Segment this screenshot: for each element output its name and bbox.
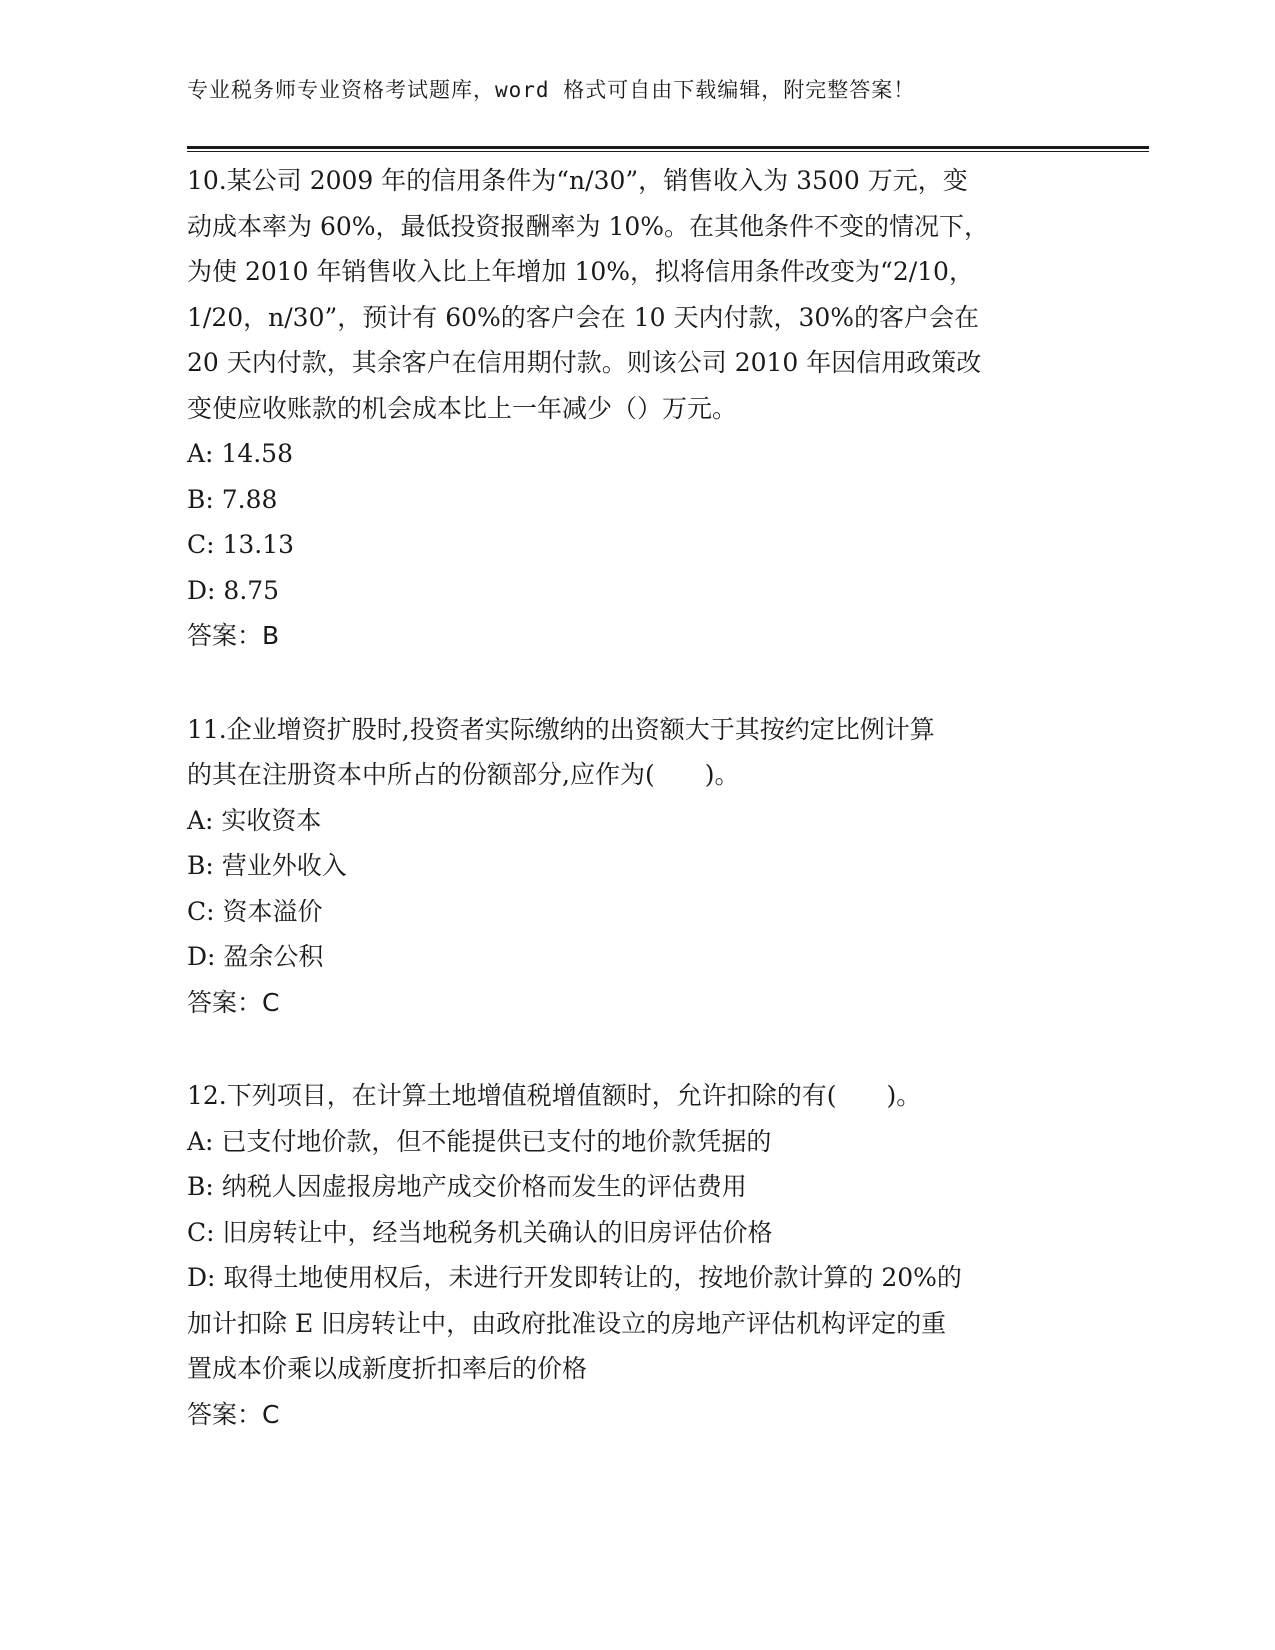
option-d: D: 8.75 [187,575,280,605]
answer-label: 答案：B [187,621,280,650]
option-d-continued: 加计扣除 E 旧房转让中，由政府批准设立的房地产评估机构评定的重 [187,1308,947,1338]
header-rule-thin [187,151,1149,152]
option-d-continued: 置成本价乘以成新度折扣率后的价格 [187,1354,588,1383]
question-10 [187,158,1087,659]
answer-label: 答案：C [187,987,280,1017]
question-12 [187,1073,1087,1437]
answer-label: 答案：C [187,1399,280,1429]
question-stem-line: 为使 2010 年销售收入比上年增加 10%，拟将信用条件改变为“2/10， [187,257,974,286]
header-rule-thick [187,146,1149,149]
question-stem-line: 11.企业增资扩股时,投资者实际缴纳的出资额大于其按约定比例计算 [187,714,935,744]
option-a: A: 实收资本 [187,805,322,835]
question-spacer [187,1025,1087,1073]
question-11 [187,707,1087,1026]
option-c: C: 旧房转让中，经当地税务机关确认的旧房评估价格 [187,1217,773,1247]
option-b: B: 7.88 [187,484,278,514]
question-stem-line: 的其在注册资本中所占的份额部分,应作为( )。 [187,760,740,789]
option-c: C: 资本溢价 [187,896,323,926]
question-stem-line: 10.某公司 2009 年的信用条件为“n/30”，销售收入为 3500 万元，变 [187,166,968,195]
question-stem-line: 动成本率为 60%，最低投资报酬率为 10%。在其他条件不变的情况下， [187,211,990,241]
option-b: B: 纳税人因虚报房地产成交价格而发生的评估费用 [187,1172,747,1201]
option-a: A: 14.58 [187,439,293,468]
question-stem-line: 12.下列项目，在计算土地增值税增值额时，允许扣除的有( )。 [187,1081,922,1110]
question-stem-line: 20 天内付款，其余客户在信用期付款。则该公司 2010 年因信用政策改 [187,348,982,377]
option-c: C: 13.13 [187,530,295,559]
option-b: B: 营业外收入 [187,851,347,880]
question-stem-line: 1/20，n/30”，预计有 60%的客户会在 10 天内付款，30%的客户会在 [187,302,980,332]
question-stem-line: 变使应收账款的机会成本比上一年减少（）万元。 [187,393,738,423]
page-header: 专业税务师专业资格考试题库，word 格式可自由下载编辑，附完整答案！ [187,78,916,102]
question-spacer [187,659,1087,707]
option-d: D: 盈余公积 [187,942,324,971]
option-d: D: 取得土地使用权后，未进行开发即转让的，按地价款计算的 20%的 [187,1263,962,1292]
option-a: A: 已支付地价款，但不能提供已支付的地价款凭据的 [187,1126,772,1156]
questions-content [187,158,1087,1437]
